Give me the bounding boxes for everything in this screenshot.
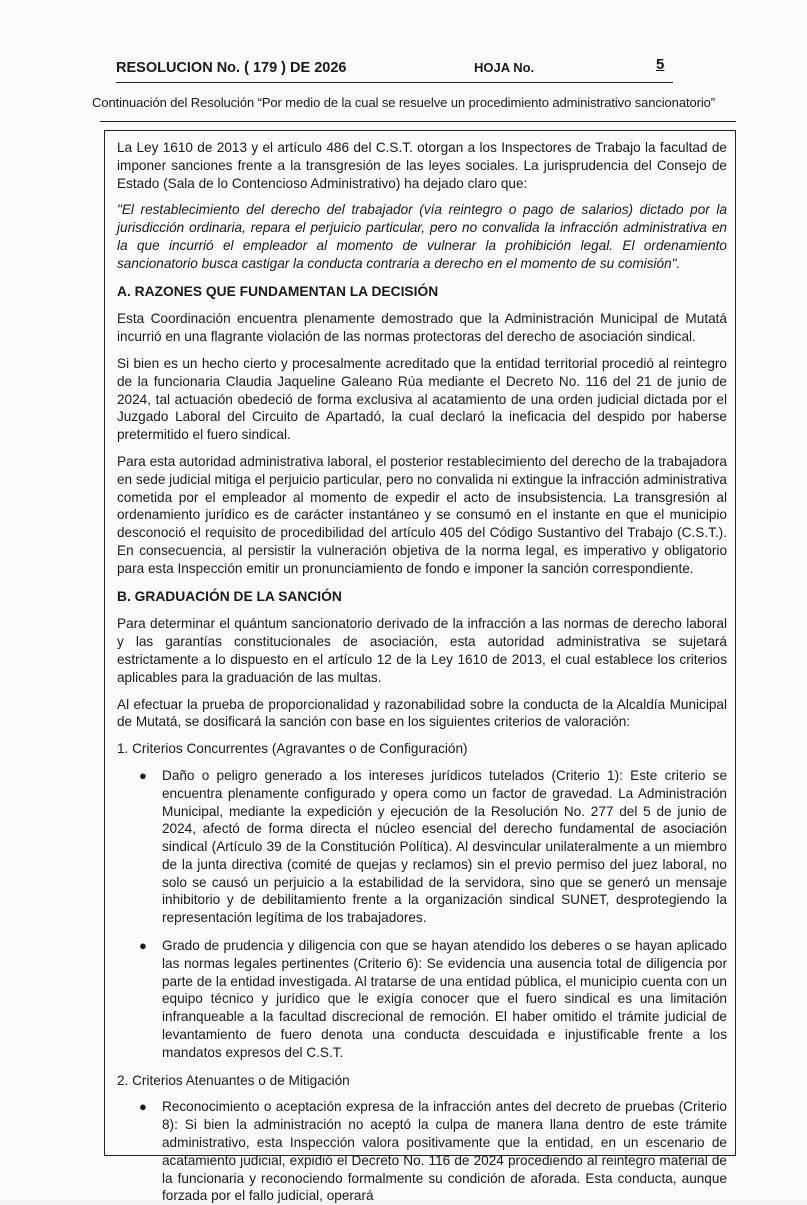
concurrent-criteria-title: 1. Criterios Concurrentes (Agravantes o de Configuración) [117, 741, 468, 757]
sheet-label: HOJA No. [474, 60, 535, 75]
concurrent-criteria-list [117, 767, 727, 1062]
section-a-paragraph-2: Si bien es un hecho cierto y procesalmente acreditado que la entidad territorial procedió al reintegro de la funcionaria Claudia Jaqueline Galeano Rúa mediante el Decreto No. 116 del 21 de junio de 2024, tal actuación obedeció de forma exclusiva al acatamiento de una orden judicial dictada por el Juzgado Laboral del Circuito de Apartadó, la cual declaró la ineficacia del despido por haberse pretermitido el fuero sindical. [117, 355, 727, 443]
list-item [117, 937, 727, 1062]
document-subtitle: Continuación del Resolución “Por medio de la cual se resuelve un procedimiento administrativo sancionatorio” [92, 95, 715, 110]
mitigating-criteria-list [117, 1098, 727, 1205]
list-item [117, 767, 727, 927]
section-b-paragraph-1: Para determinar el quántum sancionatorio derivado de la infracción a las normas de derecho laboral y las garantías constitucionales de asociación, esta autoridad administrativa se sujetará estrictamente a lo dispuesto en el artículo 12 de la Ley 1610 de 2013, el cual establece los criterios aplicables para la graduación de las multas. [117, 616, 727, 685]
page-number: 5 [656, 56, 665, 73]
bullet-icon: ● [139, 767, 147, 783]
list-item-text: Grado de prudencia y diligencia con que se hayan atendido los deberes o se hayan aplicado las normas legales pertinentes (Criterio 6): Se evidencia una ausencia total de diligencia por parte de la entidad investigada. Al tratarse de una entidad pública, el municipio cuenta con un equipo técnico y jurídico que le exigía conocer que el fuero sindical es una limitación infranqueable a la facultad discrecional de remoción. El haber omitido el trámite judicial de levantamiento de fuero denota una conducta descuidada e injustificable frente a los mandatos expresos del C.S.T. [162, 938, 727, 1060]
section-b-heading: B. GRADUACIÓN DE LA SANCIÓN [117, 588, 342, 604]
section-a-heading: A. RAZONES QUE FUNDAMENTAN LA DECISIÓN [117, 283, 439, 299]
list-item-text: Daño o peligro generado a los intereses jurídicos tutelados (Criterio 1): Este criterio se encuentra plenamente configurado y opera como un factor de gravedad. La Administración Municipal, mediante la expedición y ejecución de la Resolución No. 277 del 5 de junio de 2024, afectó de forma directa el núcleo esencial del derecho fundamental de asociación sindical (Artículo 39 de la Constitución Política). Al desvincular unilateralmente a un miembro de la junta directiva (comité de quejas y reclamos) sin el previo permiso del juez laboral, no solo se causó un perjuicio a la estabilidad de la servidora, sino que se generó un mensaje inhibitorio y de debilitamiento frente a la organización sindical SUNET, desprotegiendo la representación legítima de los trabajadores. [162, 767, 727, 926]
bullet-icon: ● [139, 1099, 147, 1115]
header-divider [116, 82, 673, 83]
content-frame [104, 130, 736, 1204]
intro-paragraph: La Ley 1610 de 2013 y el artículo 486 del C.S.T. otorgan a los Inspectores de Trabajo la facultad de imponer sanciones frente a la transgresión de las leyes sociales. La jurisprudencia del Consejo de Estado (Sala de lo Contencioso Administrativo) ha dejado claro que: [117, 140, 727, 191]
section-a-paragraph-1: Esta Coordinación encuentra plenamente demostrado que la Administración Municipal de Mutatá incurrió en una flagrante violación de las normas protectoras del derecho de asociación sindical. [117, 311, 727, 345]
list-item [117, 1098, 727, 1205]
section-a-paragraph-3: Para esta autoridad administrativa laboral, el posterior restablecimiento del derecho de la trabajadora en sede judicial mitiga el perjuicio particular, pero no convalida ni extingue la infracción administrativa cometida por el empleador al momento de expedir el acto de insubsistencia. La transgresión al ordenamiento jurídico es de carácter instantáneo y se consumó en el instante en que el municipio desconoció el requisito de procedibilidad del artículo 405 del Código Sustantivo del Trabajo (C.S.T.). En consecuencia, al persistir la vulneración objetiva de la norma legal, es imperativo y obligatorio para esta Inspección emitir un pronunciamiento de fondo e imponer la sanción correspondiente. [117, 453, 727, 576]
subtitle-divider [100, 121, 736, 122]
document-header [116, 56, 676, 80]
jurisprudence-quote: "El restablecimiento del derecho del trabajador (vía reintegro o pago de salarios) dictado por la jurisdicción ordinaria, repara el perjuicio particular, pero no convalida la infracción administrativa en la que incurrió el empleador al momento de vulnerar la prohibición legal. El ordenamiento sancionatorio busca castigar la conducta contraria a derecho en el momento de su comisión". [117, 202, 727, 271]
resolution-number: RESOLUCION No. ( 179 ) DE 2026 [116, 60, 347, 76]
list-item-text: Reconocimiento o aceptación expresa de la infracción antes del decreto de pruebas (Criterio 8): Si bien la administración no aceptó la culpa de manera llana dentro de este trámite administrativo, esta Inspección valora positivamente que la entidad, en un escenario de acatamiento judicial, expidió el Decreto No. 116 de 2024 procediendo al reintegro material de la funcionaria y reconociendo formalmente su condición de aforada. Esta conducta, aunque forzada por el fallo judicial, operará [162, 1099, 727, 1204]
section-b-paragraph-2: Al efectuar la prueba de proporcionalidad y razonabilidad sobre la conducta de la Alcaldía Municipal de Mutatá, se dosificará la sanción con base en los siguientes criterios de valoración: [117, 696, 727, 730]
bullet-icon: ● [139, 938, 147, 954]
mitigating-criteria-title: 2. Criterios Atenuantes o de Mitigación [117, 1072, 350, 1088]
